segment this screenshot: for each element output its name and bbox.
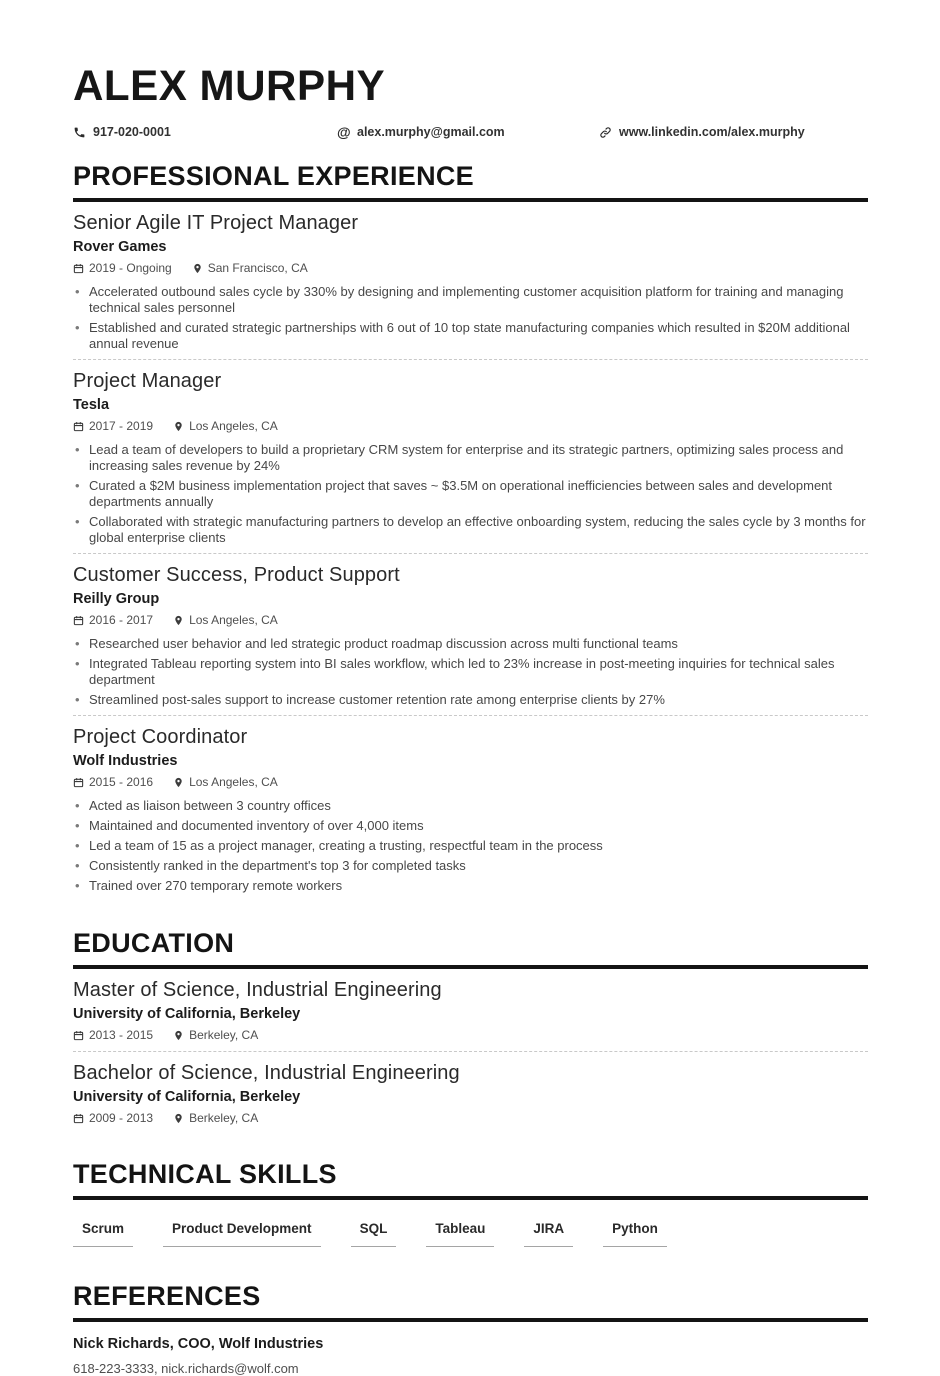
bullet-item: • Streamlined post-sales support to increase customer retention rate among enterprise clients by 27%	[73, 692, 868, 708]
job-title: Project Manager	[73, 370, 222, 392]
resume-name: ALEX MURPHY	[73, 62, 386, 110]
job-meta	[73, 613, 868, 627]
education-entry	[73, 969, 868, 1052]
job-dates	[73, 613, 153, 627]
bullet-item: • Integrated Tableau reporting system into BI sales workflow, which led to 23% increase in post-meeting inquiries for technical sales department	[73, 656, 868, 688]
location-pin-icon	[173, 777, 184, 788]
job-dates	[73, 419, 153, 433]
bullet-item: • Maintained and documented inventory of over 4,000 items	[73, 818, 868, 834]
contact-phone-label: 917-020-0001	[93, 125, 171, 139]
contact-email-label: alex.murphy@gmail.com	[357, 125, 505, 139]
skill-item: Python	[603, 1221, 667, 1247]
job-meta	[73, 261, 868, 275]
job-title: Senior Agile IT Project Manager	[73, 212, 359, 234]
education-location-label: Berkeley, CA	[189, 1111, 259, 1125]
degree-title: Master of Science, Industrial Engineering	[73, 979, 442, 1001]
education-entry	[73, 1052, 868, 1125]
education-meta	[73, 1111, 868, 1125]
bullet-item: • Led a team of 15 as a project manager, creating a trusting, respectful team in the process	[73, 838, 868, 854]
job-entry	[73, 554, 868, 716]
school-name: University of California, Berkeley	[73, 1089, 301, 1105]
contact-email	[337, 125, 599, 139]
bullet-item: • Accelerated outbound sales cycle by 330% by designing and implementing customer acquisition platform for training and managing technical sales personnel	[73, 284, 868, 316]
job-dates-label: 2017 - 2019	[89, 419, 154, 433]
bullet-item: • Trained over 270 temporary remote workers	[73, 878, 868, 894]
skill-item: Product Development	[163, 1221, 321, 1247]
job-location	[173, 775, 278, 789]
bullet-item: • Established and curated strategic partnerships with 6 out of 10 top state manufacturing companies which resulted in $20M additional annual revenue	[73, 320, 868, 352]
contact-row	[73, 125, 868, 139]
location-pin-icon	[192, 263, 203, 274]
company-name: Rover Games	[73, 239, 167, 255]
education-location	[173, 1028, 258, 1042]
education-location-label: Berkeley, CA	[189, 1028, 259, 1042]
job-location	[173, 419, 278, 433]
job-dates	[73, 261, 172, 275]
bullet-item: • Curated a $2M business implementation project that saves ~ $3.5M on operational inefficiencies between sales and development departments annually	[73, 478, 868, 510]
section-education	[73, 928, 868, 1125]
job-entry	[73, 716, 868, 894]
skills-heading: TECHNICAL SKILLS	[73, 1159, 868, 1200]
bullet-item: • Lead a team of developers to build a proprietary CRM system for enterprise and its strategic partners, optimizing sales process and increasing sales revenue by 24%	[73, 442, 868, 474]
job-meta	[73, 775, 868, 789]
contact-linkedin-label: www.linkedin.com/alex.murphy	[619, 125, 805, 139]
section-technical-skills	[73, 1159, 868, 1247]
job-location	[192, 261, 308, 275]
degree-title: Bachelor of Science, Industrial Engineering	[73, 1062, 460, 1084]
calendar-icon	[73, 777, 84, 788]
job-location-label: Los Angeles, CA	[189, 775, 278, 789]
job-dates-label: 2016 - 2017	[89, 613, 154, 627]
education-dates	[73, 1111, 153, 1125]
education-heading: EDUCATION	[73, 928, 868, 969]
education-dates-label: 2009 - 2013	[89, 1111, 154, 1125]
job-title: Project Coordinator	[73, 726, 248, 748]
location-pin-icon	[173, 1113, 184, 1124]
bullet-list	[73, 442, 868, 546]
skill-item: Scrum	[73, 1221, 133, 1247]
skill-item: Tableau	[426, 1221, 494, 1247]
reference-name: Nick Richards, COO, Wolf Industries	[73, 1336, 324, 1352]
job-dates-label: 2015 - 2016	[89, 775, 154, 789]
education-dates-label: 2013 - 2015	[89, 1028, 154, 1042]
job-location-label: Los Angeles, CA	[189, 419, 278, 433]
bullet-list	[73, 636, 868, 708]
location-pin-icon	[173, 615, 184, 626]
references-heading: REFERENCES	[73, 1281, 868, 1322]
contact-phone	[73, 125, 337, 139]
education-dates	[73, 1028, 153, 1042]
company-name: Wolf Industries	[73, 753, 178, 769]
job-dates	[73, 775, 153, 789]
skills-row	[73, 1221, 868, 1247]
company-name: Reilly Group	[73, 591, 160, 607]
section-professional-experience	[73, 161, 868, 894]
job-location	[173, 613, 278, 627]
at-icon: @	[337, 123, 351, 140]
bullet-item: • Collaborated with strategic manufacturing partners to develop an effective onboarding system, reducing the sales cycle by 3 months for global enterprise clients	[73, 514, 868, 546]
bullet-list	[73, 284, 868, 352]
calendar-icon	[73, 615, 84, 626]
job-location-label: Los Angeles, CA	[189, 613, 278, 627]
calendar-icon	[73, 263, 84, 274]
location-pin-icon	[173, 421, 184, 432]
phone-icon	[73, 126, 86, 139]
contact-linkedin	[599, 125, 805, 139]
experience-heading: PROFESSIONAL EXPERIENCE	[73, 161, 868, 202]
job-location-label: San Francisco, CA	[207, 261, 308, 275]
education-meta	[73, 1028, 868, 1042]
calendar-icon	[73, 1030, 84, 1041]
bullet-item: • Researched user behavior and led strategic product roadmap discussion across multi functional teams	[73, 636, 868, 652]
bullet-item: • Consistently ranked in the department's top 3 for completed tasks	[73, 858, 868, 874]
bullet-item: • Acted as liaison between 3 country offices	[73, 798, 868, 814]
link-icon	[599, 126, 612, 139]
skill-item: SQL	[351, 1221, 397, 1247]
calendar-icon	[73, 1113, 84, 1124]
calendar-icon	[73, 421, 84, 432]
job-title: Customer Success, Product Support	[73, 564, 400, 586]
location-pin-icon	[173, 1030, 184, 1041]
reference-contact: 618-223-3333, nick.richards@wolf.com	[73, 1361, 299, 1376]
school-name: University of California, Berkeley	[73, 1006, 301, 1022]
bullet-list	[73, 798, 868, 894]
job-entry	[73, 202, 868, 360]
job-entry	[73, 360, 868, 554]
company-name: Tesla	[73, 397, 110, 413]
job-dates-label: 2019 - Ongoing	[89, 261, 172, 275]
education-location	[173, 1111, 258, 1125]
section-references	[73, 1281, 868, 1376]
skill-item: JIRA	[524, 1221, 573, 1247]
job-meta	[73, 419, 868, 433]
